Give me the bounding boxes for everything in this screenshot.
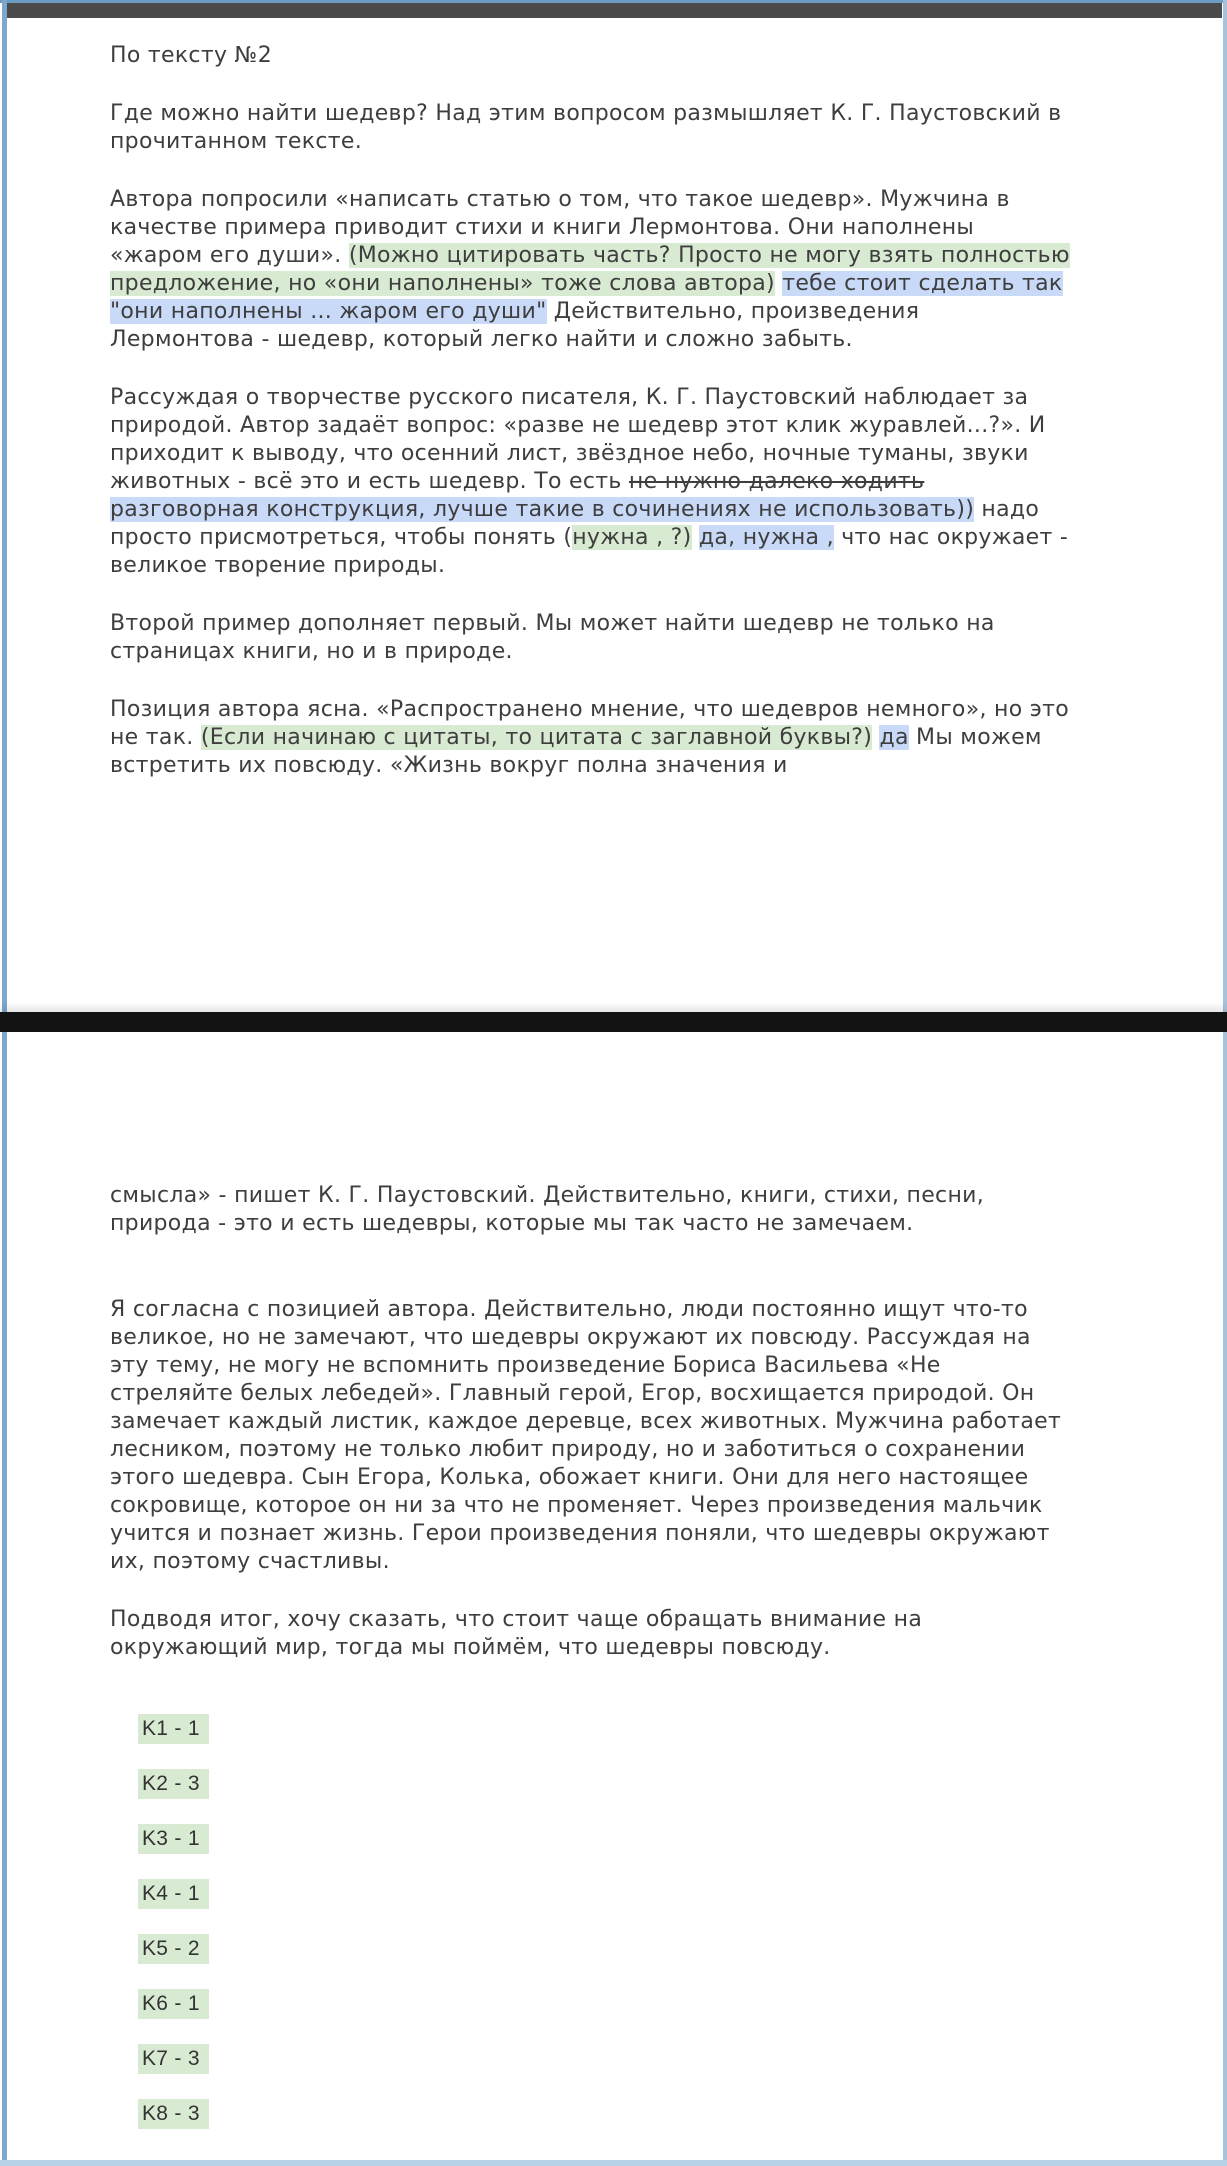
paragraph <box>110 1182 1070 1238</box>
green-highlight-run: нужна , ?) <box>572 525 692 550</box>
paragraph <box>110 1606 1070 1662</box>
text-run: Автора попросили «написать статью о том, что такое шедевр». Мужчина в качестве примера приводит стихи и книги Лермонтова. Они наполнены «жаром его души». <box>110 187 1010 268</box>
blue-highlight-run: тебе стоит сделать так "они наполнены ... жаром его души" <box>110 271 1063 324</box>
score-label: K1 - 1 <box>138 1714 209 1744</box>
blue-highlight-run: да <box>879 725 909 750</box>
criteria-scores-list <box>138 1714 1070 2129</box>
text-run: По тексту №2 <box>110 43 273 68</box>
score-row <box>138 1934 1070 1964</box>
strikethrough-run: не нужно далеко ходить <box>628 469 925 494</box>
score-row <box>138 1824 1070 1854</box>
paragraph <box>110 696 1070 780</box>
page-break-divider <box>0 1012 1227 1032</box>
score-label: K6 - 1 <box>138 1989 209 2019</box>
blue-highlight-run: разговорная конструкция, лучше такие в сочинениях не использовать)) <box>110 497 975 522</box>
text-run: смысла» - пишет К. Г. Паустовский. Действительно, книги, стихи, песни, природа - это и есть шедевры, которые мы так часто не замечаем. <box>110 1183 985 1236</box>
green-highlight-run: (Можно цитировать часть? Просто не могу взять полностью предложение, но «они наполнены» тоже слова автора) <box>110 243 1070 296</box>
text-run: Подводя итог, хочу сказать, что стоит чаще обращать внимание на окружающий мир, тогда мы поймём, что шедевры повсюду. <box>110 1607 923 1660</box>
score-label: K2 - 3 <box>138 1769 209 1799</box>
score-label: K7 - 3 <box>138 2044 209 2074</box>
score-row <box>138 1714 1070 1744</box>
text-run: Позиция автора ясна. «Распространено мнение, что шедевров немного», но это не так. <box>110 697 1070 750</box>
paragraph <box>110 610 1070 666</box>
paragraph <box>110 100 1070 156</box>
page-2 <box>7 1032 1220 2159</box>
window-top-bar <box>6 3 1222 18</box>
green-highlight-run: (Если начинаю с цитаты, то цитата с заглавной буквы?) <box>200 725 873 750</box>
blue-highlight-run: да, нужна , <box>698 525 834 550</box>
bottom-blue-edge <box>0 2160 1227 2166</box>
paragraph <box>110 384 1070 580</box>
paragraph <box>110 42 1070 70</box>
text-run: Мы можем встретить их повсюду. «Жизнь вокруг полна значения и <box>110 725 1042 778</box>
score-row <box>138 2099 1070 2129</box>
score-label: K5 - 2 <box>138 1934 209 1964</box>
text-run: что нас окружает - великое творение природы. <box>110 525 1069 578</box>
text-run: надо просто присмотреться, чтобы понять ( <box>110 497 1040 550</box>
paragraph <box>110 186 1070 354</box>
score-row <box>138 1989 1070 2019</box>
score-row <box>138 2044 1070 2074</box>
text-run: Где можно найти шедевр? Над этим вопросом размышляет К. Г. Паустовский в прочитанном тексте. <box>110 101 1062 154</box>
score-label: K4 - 1 <box>138 1879 209 1909</box>
score-row <box>138 1879 1070 1909</box>
text-run: Действительно, произведения Лермонтова - шедевр, который легко найти и сложно забыть. <box>110 299 920 352</box>
right-blue-edge <box>1223 0 1227 2166</box>
page-1 <box>7 18 1220 1012</box>
paragraph <box>110 1296 1070 1576</box>
text-run: Я согласна с позицией автора. Действительно, люди постоянно ищут что-то великое, но не замечают, что шедевры окружают их повсюду. Рассуждая на эту тему, не могу не вспомнить произведение Бориса Васильева «Не стреляйте белых лебедей». Главный герой, Егор, восхищается природой. Он замечает каждый листик, каждое деревце, всех животных. Мужчина работает лесником, поэтому не только любит природу, но и заботиться о сохранении этого шедевра. Сын Егора, Колька, обожает книги. Они для него настоящее сокровище, которое он ни за что не променяет. Через произведения мальчик учится и познает жизнь. Герои произведения поняли, что шедевры окружают их, поэтому счастливы. <box>110 1297 1062 1574</box>
page-2-text <box>110 1182 1070 1662</box>
score-label: K3 - 1 <box>138 1824 209 1854</box>
text-run: Второй пример дополняет первый. Мы может найти шедевр не только на страницах книги, но и в природе. <box>110 611 995 664</box>
text-run <box>692 525 699 550</box>
score-row <box>138 1769 1070 1799</box>
text-run: Рассуждая о творчестве русского писателя, К. Г. Паустовский наблюдает за природой. Автор задаёт вопрос: «разве не шедевр этот клик журавлей...?». И приходит к выводу, что осенний лист, звёздное небо, ночные туманы, звуки животных - всё это и есть шедевр. То есть <box>110 385 1046 494</box>
score-label: K8 - 3 <box>138 2099 209 2129</box>
